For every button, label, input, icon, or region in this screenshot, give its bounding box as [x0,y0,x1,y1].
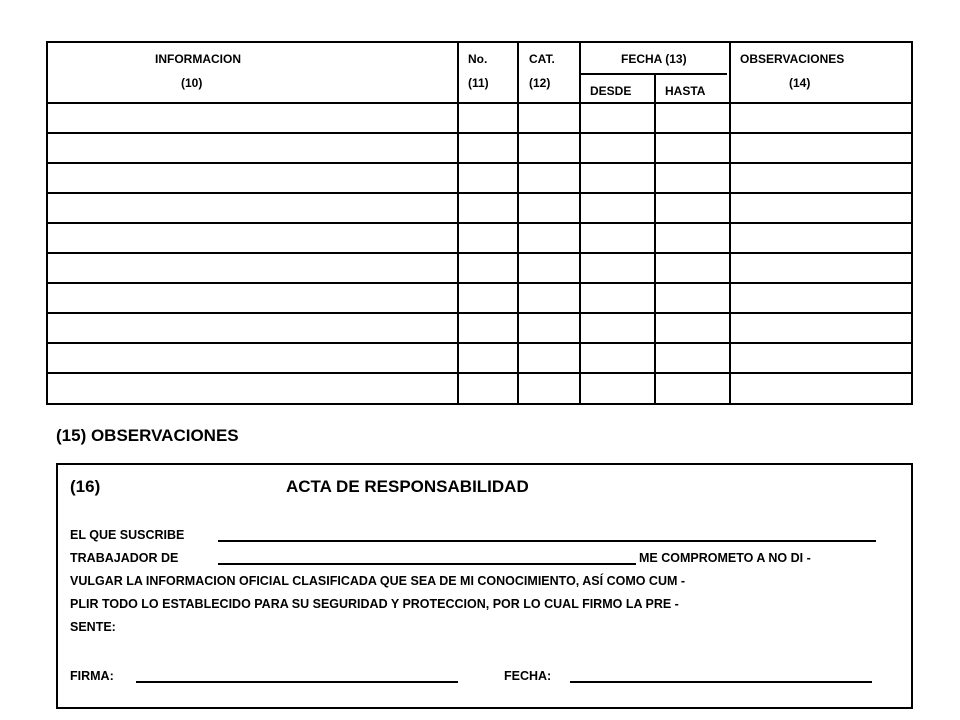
trabajador-tail: ME COMPROMETO A NO DI - [639,551,811,565]
header-divider [48,102,911,104]
row-divider [48,312,911,314]
fecha-subheader-divider [579,73,727,75]
observaciones-heading: (15) OBSERVACIONES [56,426,239,445]
acta-title: ACTA DE RESPONSABILIDAD [286,477,529,496]
fecha-blank[interactable] [570,681,872,683]
header-no: No. [468,52,488,66]
row-divider [48,252,911,254]
row-divider [48,162,911,164]
firma-blank[interactable] [136,681,458,683]
header-informacion: INFORMACION [155,52,241,66]
header-observaciones-number: (14) [789,76,811,90]
header-hasta: HASTA [665,84,706,98]
column-divider [654,75,656,403]
header-desde: DESDE [590,84,632,98]
header-observaciones: OBSERVACIONES [740,52,845,66]
header-no-number: (11) [468,76,489,90]
acta-box [56,463,913,709]
trabajador-blank[interactable] [218,563,636,565]
row-divider [48,282,911,284]
suscribe-blank[interactable] [218,540,876,542]
header-fecha: FECHA (13) [621,52,687,66]
row-divider [48,132,911,134]
row-divider [48,192,911,194]
acta-line-5: SENTE: [70,620,116,634]
firma-label: FIRMA: [70,669,114,683]
trabajador-label: TRABAJADOR DE [70,551,179,565]
acta-line-3: VULGAR LA INFORMACION OFICIAL CLASIFICADA QUE SEA DE MI CONOCIMIENTO, ASÍ COMO CUM - [70,574,686,588]
header-cat: CAT. [529,52,555,66]
row-divider [48,342,911,344]
register-table [46,41,913,405]
row-divider [48,372,911,374]
acta-line-4: PLIR TODO LO ESTABLECIDO PARA SU SEGURIDAD Y PROTECCION, POR LO CUAL FIRMO LA PRE - [70,597,679,611]
header-informacion-number: (10) [181,76,203,90]
fecha-label: FECHA: [504,669,552,683]
suscribe-label: EL QUE SUSCRIBE [70,528,185,542]
header-cat-number: (12) [529,76,551,90]
row-divider [48,222,911,224]
acta-number: (16) [70,477,101,496]
